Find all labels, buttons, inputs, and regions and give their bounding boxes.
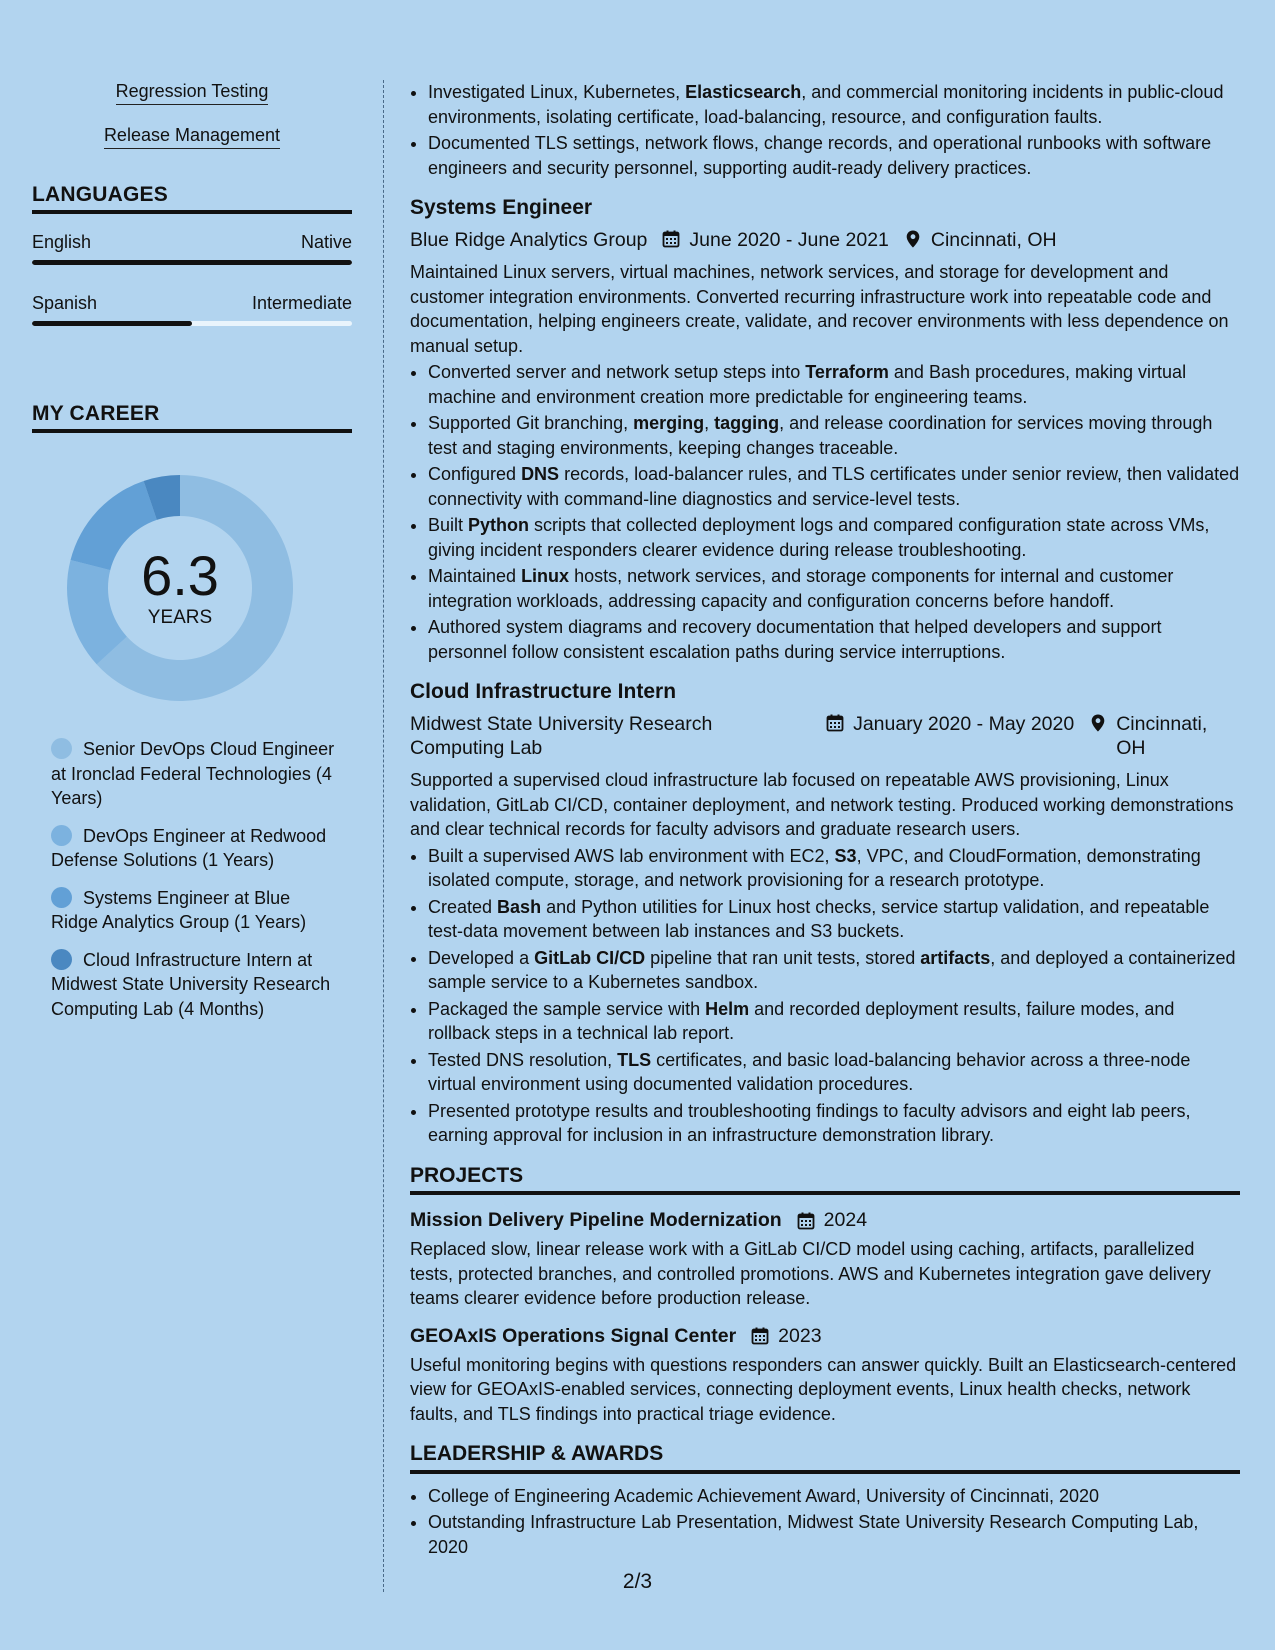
languages-section xyxy=(32,183,352,326)
column-divider xyxy=(383,80,384,1592)
skill-release-management[interactable]: Release Management xyxy=(104,124,280,149)
language-spanish xyxy=(32,291,352,326)
sidebar xyxy=(32,80,352,1034)
keyword: Python xyxy=(468,515,530,535)
project-entry xyxy=(410,1207,1240,1311)
keyword: Elasticsearch xyxy=(685,82,802,102)
keyword: Terraform xyxy=(805,362,889,382)
job-meta xyxy=(410,712,1240,760)
language-level: Native xyxy=(300,232,352,252)
legend-dot xyxy=(51,887,72,908)
job-entry xyxy=(410,678,1240,1148)
language-proficiency-bar xyxy=(32,321,352,326)
language-proficiency-bar xyxy=(32,260,352,265)
projects-list xyxy=(410,1207,1240,1426)
job-company: Blue Ridge Analytics Group xyxy=(410,229,648,251)
legend-label: Senior DevOps Cloud Engineer at Ironclad Federal Technologies (4 Years) xyxy=(51,739,335,808)
bullet-item: • Developed a GitLab CI/CD pipeline that ran unit tests, stored artifacts, and deployed a containerized sample service to a Kubernetes sandbox. xyxy=(428,946,1240,995)
keyword: merging xyxy=(633,413,705,433)
job-location: Cincinnati, OH xyxy=(930,229,1057,251)
bullet-item: • College of Engineering Academic Achievement Award, University of Cincinnati, 2020 xyxy=(428,1484,1240,1509)
skill-regression-testing[interactable]: Regression Testing xyxy=(116,80,269,105)
language-name: English xyxy=(32,232,92,252)
project-header xyxy=(410,1323,1240,1349)
main-content xyxy=(410,80,1240,1561)
keyword: tagging xyxy=(714,413,780,433)
keyword: Helm xyxy=(705,998,750,1019)
calendar-icon xyxy=(661,229,681,249)
legend-item xyxy=(51,824,336,873)
keyword: artifacts xyxy=(920,947,991,968)
bullet-item: • Tested DNS resolution, TLS certificates, and basic load-balancing behavior across a three-node virtual environment using documented validation procedures. xyxy=(428,1048,1240,1097)
calendar-icon xyxy=(796,1211,816,1231)
project-year: 2024 xyxy=(823,1209,868,1231)
bullet-item: • Maintained Linux hosts, network services, and storage components for internal and customer integration workloads, addressing capacity and configuration concerns before handoff. xyxy=(428,564,1240,613)
language-proficiency-fill xyxy=(32,260,352,265)
bullet-item: • Converted server and network setup steps into Terraform and Bash procedures, making virtual machine and environment creation more predictable for engineering teams. xyxy=(428,360,1240,409)
keyword: DNS xyxy=(521,464,560,484)
keyword: GitLab CI/CD xyxy=(534,947,646,968)
project-description: Useful monitoring begins with questions responders can answer quickly. Built an Elasticsearch-centered view for GEOAxIS-enabled services, connecting deployment events, Linux health checks, network faults, and TLS findings into practical triage evidence. xyxy=(410,1354,1237,1424)
project-entry xyxy=(410,1323,1240,1427)
legend-label: Cloud Infrastructure Intern at Midwest State University Research Computing Lab (4 Months) xyxy=(51,949,331,1019)
previous-job-bullets xyxy=(410,80,1240,180)
keyword: Bash xyxy=(497,896,542,917)
language-english xyxy=(32,230,352,265)
experience-list xyxy=(410,194,1240,1148)
project-description: Replaced slow, linear release work with a GitLab CI/CD model using caching, artifacts, parallelized tests, protected branches, and controlled promotions. AWS and Kubernetes integration gave delivery teams clearer evidence before production release. xyxy=(410,1239,1211,1308)
bullet-item: • Supported Git branching, merging, tagging, and release coordination for services moving through test and staging environments, keeping changes traceable. xyxy=(428,411,1240,460)
job-title: Cloud Infrastructure Intern xyxy=(410,680,677,703)
career-section xyxy=(32,402,352,1021)
calendar-icon xyxy=(750,1326,770,1346)
legend-item xyxy=(51,948,336,1022)
legend-item xyxy=(51,886,336,935)
project-year: 2023 xyxy=(778,1324,822,1347)
keyword: Linux xyxy=(521,566,570,586)
language-name: Spanish xyxy=(32,293,98,313)
bullet-item: • Configured DNS records, load-balancer rules, and TLS certificates under senior review, then validated connectivity with command-line diagnostics and service-level tests. xyxy=(428,462,1240,511)
languages-heading: LANGUAGES xyxy=(32,183,352,214)
legend-dot xyxy=(51,949,72,970)
bullet-item: • Documented TLS settings, network flows, change records, and operational runbooks with software engineers and security personnel, supporting audit-ready delivery practices. xyxy=(428,131,1240,180)
career-heading: MY CAREER xyxy=(32,402,352,433)
page-number: 2/3 xyxy=(622,1570,653,1593)
bullet-item: • Built Python scripts that collected deployment logs and compared configuration state across VMs, giving incident responders clearer evidence during release troubleshooting. xyxy=(428,513,1240,562)
calendar-icon xyxy=(825,713,845,733)
job-bullets xyxy=(410,844,1240,1148)
bullet-item: • Investigated Linux, Kubernetes, Elasticsearch, and commercial monitoring incidents in public-cloud environments, isolating certificate, load-balancing, resource, and configuration faults. xyxy=(428,80,1240,129)
bullet-item: • Built a supervised AWS lab environment with EC2, S3, VPC, and CloudFormation, demonstrating isolated compute, storage, and network provisioning for a research prototype. xyxy=(428,844,1240,893)
legend-label: Systems Engineer at Blue Ridge Analytics Group (1 Years) xyxy=(51,887,307,932)
job-company: Midwest State University Research Computing Lab xyxy=(410,713,713,759)
legend-item xyxy=(51,737,336,811)
legend-dot xyxy=(51,738,72,759)
job-summary: Supported a supervised cloud infrastructure lab focused on repeatable AWS provisioning, Linux validation, GitLab CI/CD, container deployment, and network testing. Produced working demonstrations and clear technical records for faculty advisors and graduate research users. xyxy=(410,770,1234,839)
job-summary: Maintained Linux servers, virtual machines, network services, and storage for development and customer integration environments. Converted recurring infrastructure work into repeatable code and documentation, helping engineers create, validate, and recover environments with less dependence on manual setup. xyxy=(410,262,1229,356)
career-legend xyxy=(32,737,352,1021)
language-level: Intermediate xyxy=(251,293,352,313)
job-meta xyxy=(410,228,1240,252)
career-total-unit: YEARS xyxy=(147,607,213,628)
language-proficiency-fill xyxy=(32,321,192,326)
project-title: GEOAxIS Operations Signal Center xyxy=(410,1324,737,1347)
keyword: TLS xyxy=(617,1049,652,1070)
bullet-item: • Outstanding Infrastructure Lab Presentation, Midwest State University Research Computing Lab, 2020 xyxy=(428,1510,1240,1559)
job-dates: January 2020 - May 2020 xyxy=(853,713,1075,735)
job-title: Systems Engineer xyxy=(410,196,593,219)
bullet-item: • Authored system diagrams and recovery documentation that helped developers and support personnel follow consistent escalation paths during service interruptions. xyxy=(428,615,1240,664)
awards-list xyxy=(410,1484,1240,1560)
career-donut-chart xyxy=(65,473,295,703)
job-dates: June 2020 - June 2021 xyxy=(689,229,889,251)
map-pin-icon xyxy=(903,229,923,249)
legend-dot xyxy=(51,825,72,846)
job-entry xyxy=(410,194,1240,664)
keyword: S3 xyxy=(834,845,857,866)
projects-heading: PROJECTS xyxy=(410,1164,1240,1196)
bullet-item: • Created Bash and Python utilities for Linux host checks, service startup validation, and repeatable test-data movement between lab instances and S3 buckets. xyxy=(428,895,1240,944)
awards-heading: LEADERSHIP & AWARDS xyxy=(410,1442,1240,1474)
career-total-value: 6.3 xyxy=(141,544,219,607)
job-location: Cincinnati, OH xyxy=(1116,713,1208,759)
bullet-item: • Presented prototype results and troubleshooting findings to faculty advisors and eight lab peers, earning approval for inclusion in an infrastructure demonstration library. xyxy=(428,1099,1240,1148)
map-pin-icon xyxy=(1088,713,1108,733)
job-bullets xyxy=(410,360,1240,664)
bullet-item: • Packaged the sample service with Helm and recorded deployment results, failure modes, and rollback steps in a technical lab report. xyxy=(428,997,1240,1046)
project-title: Mission Delivery Pipeline Modernization xyxy=(410,1209,782,1231)
project-header xyxy=(410,1207,1240,1233)
legend-label: DevOps Engineer at Redwood Defense Solutions (1 Years) xyxy=(51,825,327,870)
